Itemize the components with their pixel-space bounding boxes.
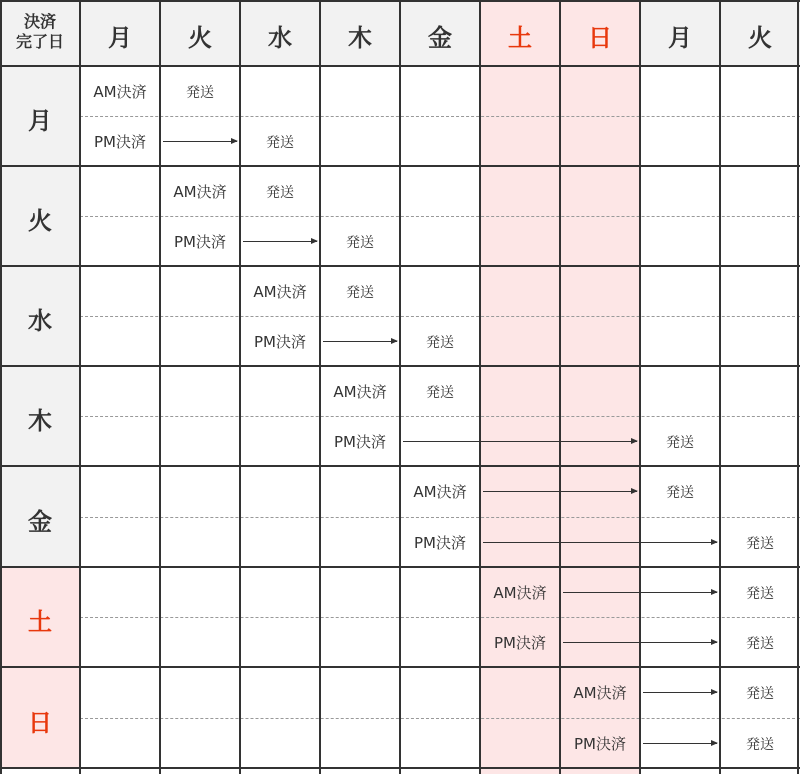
grid-line-vertical — [719, 0, 721, 774]
grid-line-horizontal — [0, 65, 800, 67]
grid-line-horizontal — [0, 165, 800, 167]
am-payment-label: AM決済 — [413, 483, 467, 502]
arrow-to-ship — [163, 141, 237, 142]
row-header-label: 日 — [28, 708, 52, 737]
row-header-label: 木 — [28, 407, 52, 435]
ship-label: 発送 — [266, 185, 294, 201]
ship-label: 発送 — [666, 485, 694, 502]
am-payment-label: AM決済 — [173, 183, 227, 201]
grid-line-horizontal — [0, 465, 800, 467]
pm-payment-label: PM決済 — [574, 734, 626, 753]
grid-line-horizontal — [0, 566, 800, 568]
arrow-to-ship — [323, 341, 397, 342]
row-header-label: 金 — [28, 507, 52, 536]
ship-label: 発送 — [346, 285, 374, 301]
ship-label: 発送 — [426, 335, 454, 351]
row-divider-dashed — [80, 116, 800, 117]
am-payment-label: AM決済 — [493, 584, 547, 602]
am-payment-label: AM決済 — [573, 684, 627, 703]
row-divider-dashed — [80, 617, 800, 618]
grid-line-horizontal — [0, 767, 800, 769]
grid-line-vertical — [159, 0, 161, 774]
arrow-to-ship — [563, 642, 717, 643]
grid-line-vertical — [639, 0, 641, 774]
am-payment-label: AM決済 — [333, 383, 387, 401]
ship-label: 発送 — [746, 736, 774, 753]
row-header-label: 土 — [28, 608, 52, 636]
col-header-label: 土 — [508, 24, 532, 52]
grid-line-vertical — [239, 0, 241, 774]
am-payment-label: AM決済 — [253, 283, 307, 301]
col-header-label: 金 — [428, 24, 452, 52]
pm-payment-label: PM決済 — [174, 233, 226, 251]
col-header-label: 火 — [748, 24, 772, 52]
arrow-to-ship — [403, 441, 637, 442]
col-header-label: 月 — [668, 24, 692, 52]
grid-line-vertical — [559, 0, 561, 774]
grid-line-horizontal — [0, 0, 800, 2]
ship-label: 発送 — [746, 535, 774, 552]
ship-label: 発送 — [746, 636, 774, 652]
ship-label: 発送 — [666, 435, 694, 451]
grid-line-horizontal — [0, 365, 800, 367]
row-divider-dashed — [80, 416, 800, 417]
col-header-label: 木 — [348, 24, 372, 52]
grid-line-horizontal — [0, 265, 800, 267]
grid-line-horizontal — [0, 666, 800, 668]
ship-label: 発送 — [266, 135, 294, 151]
arrow-to-ship — [563, 592, 717, 593]
arrow-to-ship — [243, 241, 317, 242]
arrow-to-ship — [483, 491, 637, 492]
ship-label: 発送 — [426, 385, 454, 401]
row-divider-dashed — [80, 316, 800, 317]
pm-payment-label: PM決済 — [494, 634, 546, 652]
arrow-to-ship — [643, 743, 717, 744]
col-header-label: 火 — [188, 24, 212, 52]
arrow-to-ship — [643, 692, 717, 693]
pm-payment-label: PM決済 — [254, 333, 306, 351]
corner-label-line2: 完了日 — [15, 32, 64, 51]
pm-payment-label: PM決済 — [94, 133, 146, 151]
corner-label-line1: 決済 — [23, 12, 56, 31]
row-header-label: 月 — [28, 107, 52, 135]
row-divider-dashed — [80, 718, 800, 719]
pm-payment-label: PM決済 — [334, 433, 386, 451]
row-header-label: 水 — [28, 307, 52, 335]
arrow-to-ship — [483, 542, 717, 543]
am-payment-label: AM決済 — [93, 83, 147, 101]
ship-label: 発送 — [346, 235, 374, 251]
row-divider-dashed — [80, 517, 800, 518]
col-header-label: 日 — [588, 24, 612, 52]
corner-cell — [0, 0, 80, 66]
ship-label: 発送 — [186, 85, 214, 101]
ship-label: 発送 — [746, 686, 774, 703]
col-header-label: 水 — [268, 24, 292, 52]
pm-payment-label: PM決済 — [414, 533, 466, 552]
grid-line-vertical — [797, 0, 799, 774]
col-header-label: 月 — [108, 24, 132, 52]
ship-label: 発送 — [746, 586, 774, 602]
row-header-label: 火 — [28, 207, 52, 235]
row-divider-dashed — [80, 216, 800, 217]
